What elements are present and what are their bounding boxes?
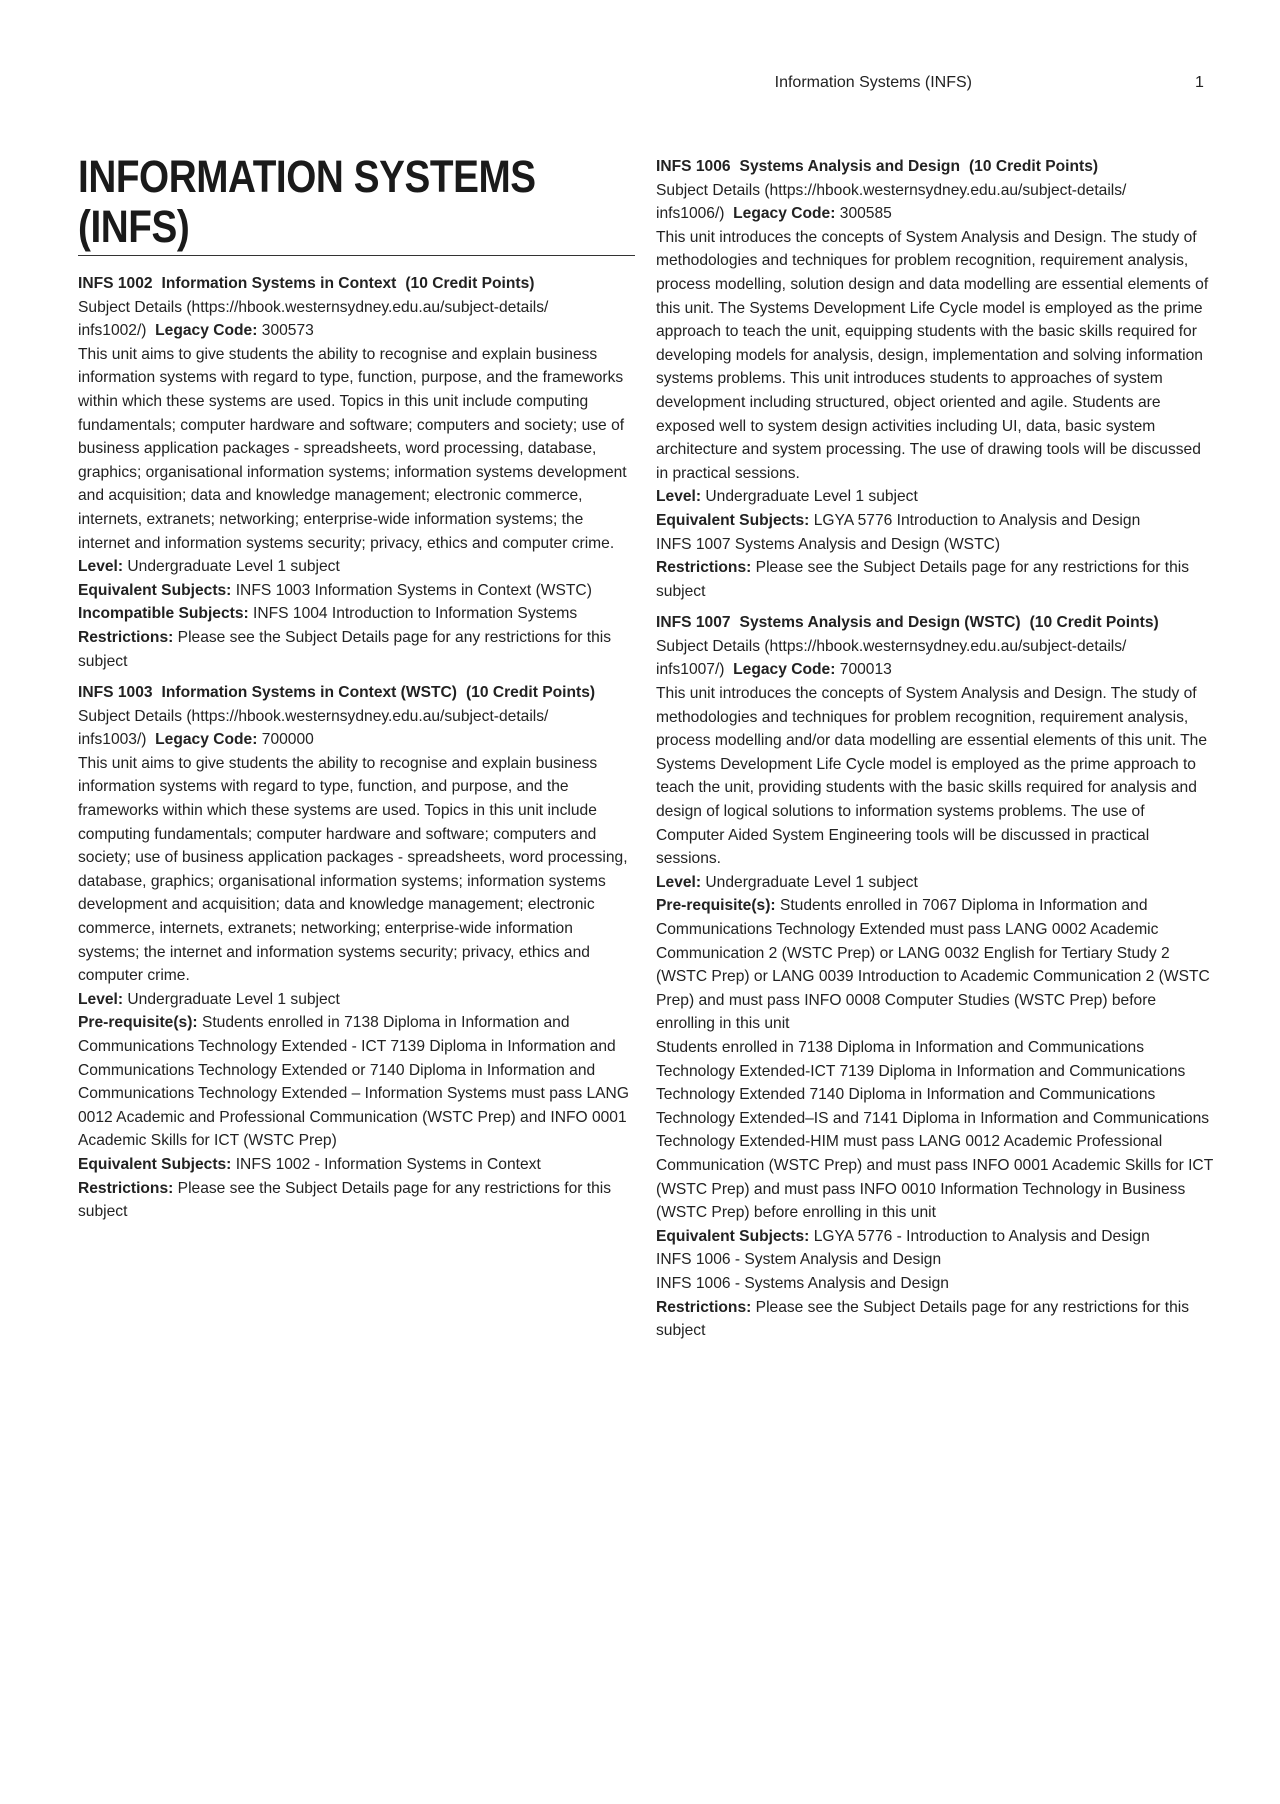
course-name: Systems Analysis and Design (WSTC): [739, 614, 1021, 632]
equivalent-value: INFS 1002 - Information Systems in Context: [235, 1155, 541, 1173]
course-credits: (10 Credit Points): [465, 684, 596, 702]
level-value: Undergraduate Level 1 subject: [705, 873, 918, 891]
course-code: INFS 1006: [656, 158, 731, 175]
right-column: [656, 155, 1216, 1351]
course-description: This unit aims to give students the ability to recognise and explain business information systems with regard to type, function, and purpose, and the frameworks within which these systems are used. Topics in this unit include computing fundamentals; computer hardware and software; computers and society; use of business application packages - spreadsheets, word processing, database, graphics; organisational information systems; information systems development and acquisition; data and knowledge management; electronic commerce, internets, extranets; networking; enterprise-wide information systems; the internet and information systems security; privacy, ethics and computer crime.: [78, 754, 628, 985]
running-header: [0, 74, 1280, 96]
course-heading: [656, 155, 1216, 179]
level-label: Level:: [78, 990, 124, 1008]
course-name: Information Systems in Context: [161, 275, 397, 292]
restrictions-label: Restrictions:: [656, 1298, 752, 1316]
subject-details-link[interactable]: Subject Details (https://hbook.westernsydney.edu.au/subject-details/: [78, 707, 549, 725]
equivalent-value-extra: INFS 1007 Systems Analysis and Design (WSTC): [656, 535, 1001, 553]
course-heading: [78, 272, 635, 296]
legacy-code-label: Legacy Code:: [733, 205, 836, 223]
running-header-title: Information Systems (INFS): [774, 74, 972, 91]
prereq-value-extra: Students enrolled in 7138 Diploma in Information and Communications Technology Extended-ICT 7139 Diploma in Information and Communications Technology Extended 7140 Diploma in Information and Communications Technology Extended–IS and 7141 Diploma in Information and Communications Technology Extended-HIM must pass LANG 0012 Academic Professional Communication (WSTC Prep) and must pass INFO 0001 Academic Skills for ICT (WSTC Prep) and must pass INFO 0010 Information Technology in Business (WSTC Prep) before enrolling in this unit: [656, 1038, 1213, 1222]
legacy-code-value: 700013: [839, 661, 892, 679]
legacy-code-value: 300573: [261, 322, 314, 340]
restrictions-label: Restrictions:: [78, 628, 174, 646]
legacy-code-value: 300585: [839, 205, 892, 223]
title-divider: [78, 255, 635, 256]
course-description: This unit introduces the concepts of System Analysis and Design. The study of methodologies and techniques for problem recognition, requirement analysis, process modelling, solution design and data modelling are essential elements of this unit. The Systems Development Life Cycle model is employed as the prime approach to teach the unit, equipping students with the basic skills required for developing models for analysis, design, implementation and solving information systems problems. This unit introduces students to approaches of system development including structured, object oriented and agile. Students are exposed well to system design activities including UI, data, basic system architecture and system processing. The use of drawing tools will be discussed in practical sessions.: [656, 228, 1209, 482]
incompatible-value: INFS 1004 Introduction to Information Systems: [253, 605, 578, 623]
equivalent-label: Equivalent Subjects:: [78, 1155, 232, 1173]
course-infs1002: [78, 272, 635, 673]
course-infs1003: [78, 681, 635, 1224]
legacy-code-value: 700000: [261, 731, 314, 749]
course-credits: (10 Credit Points): [1029, 614, 1159, 632]
legacy-code-label: Legacy Code:: [733, 661, 836, 679]
level-label: Level:: [656, 873, 702, 891]
prereq-value: Students enrolled in 7138 Diploma in Information and Communications Technology Extended - ICT 7139 Diploma in Information and Communications Technology Extended or 7140 Diploma in Information and Communications Technology Extended – Information Systems must pass LANG 0012 Academic and Professional Communication (WSTC Prep) and INFO 0001 Academic Skills for ICT (WSTC Prep): [78, 1014, 629, 1150]
prereq-label: Pre-requisite(s):: [656, 897, 776, 915]
incompatible-label: Incompatible Subjects:: [78, 605, 249, 623]
equivalent-label: Equivalent Subjects:: [656, 511, 810, 529]
course-credits: (10 Credit Points): [968, 158, 1099, 175]
subject-details-link-cont[interactable]: infs1002/): [78, 322, 147, 340]
subject-details-link[interactable]: Subject Details (https://hbook.westernsydney.edu.au/subject-details/: [78, 298, 549, 316]
subject-details-link-cont[interactable]: infs1006/): [656, 205, 725, 223]
level-label: Level:: [656, 488, 702, 506]
subject-details-link-cont[interactable]: infs1007/): [656, 661, 725, 679]
subject-details-link[interactable]: Subject Details (https://hbook.westernsydney.edu.au/subject-details/: [656, 637, 1127, 655]
equivalent-value: LGYA 5776 Introduction to Analysis and Design: [813, 511, 1141, 529]
course-infs1007: [656, 611, 1216, 1342]
prereq-value: Students enrolled in 7067 Diploma in Information and Communications Technology Extended must pass LANG 0002 Academic Communication 2 (WSTC Prep) or LANG 0032 English for Tertiary Study 2 (WSTC Prep) or LANG 0039 Introduction to Academic Communication 2 (WSTC Prep) and must pass INFO 0008 Computer Studies (WSTC Prep) before enrolling in this unit: [656, 897, 1210, 1033]
equivalent-label: Equivalent Subjects:: [656, 1227, 810, 1245]
course-code: INFS 1002: [78, 275, 153, 292]
legacy-code-label: Legacy Code:: [155, 731, 258, 749]
page-number: 1: [1195, 74, 1204, 91]
course-infs1006: [656, 155, 1216, 603]
equivalent-value-extra: INFS 1006 - Systems Analysis and Design: [656, 1274, 949, 1292]
page-title: INFORMATION SYSTEMS (INFS): [78, 151, 536, 252]
course-description: This unit introduces the concepts of System Analysis and Design. The study of methodologies and techniques for problem recognition, requirement analysis, process modelling and/or data modelling are essential elements of this unit. The Systems Development Life Cycle model is employed as the prime approach to teach the unit, providing students with the basic skills required for analysis and design of logical solutions to information systems problems. The use of Computer Aided System Engineering tools will be discussed in practical sessions.: [656, 685, 1208, 868]
legacy-code-label: Legacy Code:: [155, 322, 258, 340]
restrictions-label: Restrictions:: [78, 1179, 174, 1197]
equivalent-value: LGYA 5776 - Introduction to Analysis and Design: [813, 1227, 1150, 1245]
level-value: Undergraduate Level 1 subject: [127, 558, 340, 576]
level-value: Undergraduate Level 1 subject: [705, 488, 918, 506]
equivalent-value: INFS 1003 Information Systems in Context (WSTC): [235, 581, 592, 599]
course-credits: (10 Credit Points): [405, 275, 535, 292]
course-code: INFS 1007: [656, 614, 731, 632]
course-name: Information Systems in Context (WSTC): [161, 684, 457, 702]
restrictions-value: Please see the Subject Details page for any restrictions for this subject: [656, 1298, 1190, 1340]
course-code: INFS 1003: [78, 684, 153, 702]
equivalent-value-extra: INFS 1006 - System Analysis and Design: [656, 1251, 942, 1269]
course-heading: [78, 681, 635, 705]
equivalent-label: Equivalent Subjects:: [78, 581, 232, 599]
level-value: Undergraduate Level 1 subject: [127, 990, 340, 1008]
course-heading: [656, 611, 1216, 635]
course-name: Systems Analysis and Design: [739, 158, 960, 175]
restrictions-label: Restrictions:: [656, 559, 752, 577]
prereq-label: Pre-requisite(s):: [78, 1014, 198, 1032]
restrictions-value: Please see the Subject Details page for any restrictions for this subject: [78, 1179, 612, 1221]
subject-details-link-cont[interactable]: infs1003/): [78, 731, 147, 749]
subject-details-link[interactable]: Subject Details (https://hbook.westernsydney.edu.au/subject-details/: [656, 181, 1127, 199]
restrictions-value: Please see the Subject Details page for any restrictions for this subject: [656, 559, 1190, 600]
level-label: Level:: [78, 558, 124, 576]
course-description: This unit aims to give students the ability to recognise and explain business information systems with regard to type, function, purpose, and the frameworks within which these systems are used. Topics in this unit include computing fundamentals; computer hardware and software; computers and society; use of business application packages - spreadsheets, word processing, database, graphics; organisational information systems; information systems development and acquisition; data and knowledge management; electronic commerce, internets, extranets; networking; enterprise-wide information systems; the internet and information systems security; privacy, ethics and computer crime.: [78, 345, 627, 552]
restrictions-value: Please see the Subject Details page for any restrictions for this subject: [78, 628, 612, 670]
left-column: [78, 152, 635, 1232]
